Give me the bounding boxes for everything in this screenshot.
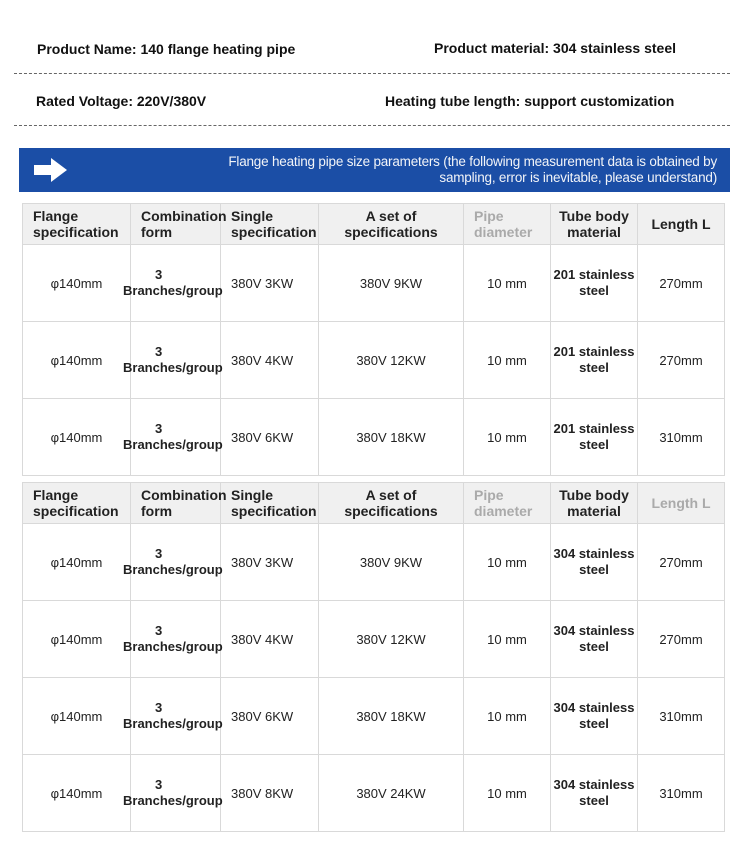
set-spec-value: 380V 12KW (319, 601, 464, 678)
length-value: 270mm (638, 524, 725, 601)
combination-unit: Branches/group (123, 793, 223, 808)
table-row (23, 601, 725, 678)
table-row (23, 399, 725, 476)
length-value: 270mm (638, 245, 725, 322)
spec-table-201 (22, 203, 725, 476)
combination-unit: Branches/group (123, 360, 223, 375)
divider (14, 125, 730, 126)
combination-unit: Branches/group (123, 716, 223, 731)
length-value: 270mm (638, 601, 725, 678)
header-line: Tube body (559, 208, 629, 224)
header-tube-material (551, 483, 638, 524)
combination-count: 3 (155, 546, 163, 561)
pipe-diameter-value: 10 mm (464, 601, 551, 678)
header-line: material (567, 224, 621, 240)
header-pipe-diameter (464, 204, 551, 245)
header-line: form (141, 503, 173, 519)
header-line: diameter (474, 224, 533, 240)
header-combination-form (131, 483, 227, 524)
single-spec-value: 380V 8KW (221, 755, 319, 832)
divider (14, 73, 730, 74)
header-set-spec (319, 483, 464, 524)
combination-value (123, 399, 223, 476)
header-combination-form (131, 204, 227, 245)
rated-voltage: Rated Voltage: 220V/380V (36, 93, 207, 109)
banner-line-2: sampling, error is inevitable, please understand) (439, 170, 717, 185)
tube-material-value: 304 stainless steel (551, 524, 638, 601)
table-row (23, 245, 725, 322)
pipe-diameter-value: 10 mm (464, 399, 551, 476)
header-line: specification (33, 224, 119, 240)
product-name: Product Name: 140 flange heating pipe (37, 41, 296, 57)
header-line: Pipe (474, 487, 504, 503)
combination-count: 3 (155, 267, 163, 282)
header-row (23, 483, 725, 524)
header-line: Combination (141, 208, 227, 224)
header-flange-spec (23, 483, 131, 524)
length-value: 310mm (638, 678, 725, 755)
header-length: Length L (638, 483, 725, 524)
header-line: material (567, 503, 621, 519)
combination-value (123, 524, 223, 601)
header-line: A set of (365, 487, 417, 503)
size-parameters-banner (19, 148, 730, 192)
combination-value (123, 245, 223, 322)
single-spec-value: 380V 4KW (221, 601, 319, 678)
header-single-spec (221, 483, 319, 524)
header-line: specifications (344, 503, 438, 519)
header-line: Pipe (474, 208, 504, 224)
set-spec-value: 380V 9KW (319, 245, 464, 322)
tube-length: Heating tube length: support customization (385, 93, 675, 109)
pipe-diameter-value: 10 mm (464, 322, 551, 399)
header-line: specifications (344, 224, 438, 240)
table-row (23, 524, 725, 601)
header-tube-material (551, 204, 638, 245)
header-line: Flange (33, 487, 79, 503)
flange-value: φ140mm (23, 245, 131, 322)
header-line: Combination (141, 487, 227, 503)
combination-count: 3 (155, 344, 163, 359)
length-value: 270mm (638, 322, 725, 399)
single-spec-value: 380V 6KW (221, 678, 319, 755)
tube-material-value: 201 stainless steel (551, 322, 638, 399)
pipe-diameter-value: 10 mm (464, 755, 551, 832)
tube-material-value: 304 stainless steel (551, 755, 638, 832)
combination-unit: Branches/group (123, 562, 223, 577)
combination-value (123, 322, 223, 399)
single-spec-value: 380V 4KW (221, 322, 319, 399)
set-spec-value: 380V 9KW (319, 524, 464, 601)
header-line: Flange (33, 208, 79, 224)
set-spec-value: 380V 18KW (319, 678, 464, 755)
header-set-spec (319, 204, 464, 245)
header-line: specification (231, 224, 317, 240)
combination-count: 3 (155, 623, 163, 638)
tube-material-value: 201 stainless steel (551, 399, 638, 476)
header-line: Tube body (559, 487, 629, 503)
set-spec-value: 380V 24KW (319, 755, 464, 832)
tube-material-value: 304 stainless steel (551, 678, 638, 755)
single-spec-value: 380V 6KW (221, 399, 319, 476)
header-single-spec (221, 204, 319, 245)
table-row (23, 322, 725, 399)
header-line: Single (231, 487, 274, 503)
combination-count: 3 (155, 777, 163, 792)
combination-value (123, 601, 223, 678)
flange-value: φ140mm (23, 399, 131, 476)
header-pipe-diameter (464, 483, 551, 524)
combination-unit: Branches/group (123, 639, 223, 654)
pipe-diameter-value: 10 mm (464, 678, 551, 755)
tube-material-value: 304 stainless steel (551, 601, 638, 678)
header-line: specification (231, 503, 317, 519)
single-spec-value: 380V 3KW (221, 245, 319, 322)
tube-material-value: 201 stainless steel (551, 245, 638, 322)
flange-value: φ140mm (23, 322, 131, 399)
banner-text (85, 154, 717, 186)
spec-table-304 (22, 482, 725, 832)
set-spec-value: 380V 18KW (319, 399, 464, 476)
arrow-right-icon (31, 156, 71, 184)
table-row (23, 678, 725, 755)
header-flange-spec (23, 204, 131, 245)
combination-unit: Branches/group (123, 283, 223, 298)
flange-value: φ140mm (23, 601, 131, 678)
length-value: 310mm (638, 755, 725, 832)
table-row (23, 755, 725, 832)
header-line: Single (231, 208, 274, 224)
header-length: Length L (638, 204, 725, 245)
combination-count: 3 (155, 700, 163, 715)
flange-value: φ140mm (23, 678, 131, 755)
combination-unit: Branches/group (123, 437, 223, 452)
combination-count: 3 (155, 421, 163, 436)
single-spec-value: 380V 3KW (221, 524, 319, 601)
pipe-diameter-value: 10 mm (464, 245, 551, 322)
header-line: diameter (474, 503, 533, 519)
header-line: form (141, 224, 173, 240)
combination-value (123, 678, 223, 755)
pipe-diameter-value: 10 mm (464, 524, 551, 601)
combination-value (123, 755, 223, 832)
header-row (23, 204, 725, 245)
flange-value: φ140mm (23, 524, 131, 601)
set-spec-value: 380V 12KW (319, 322, 464, 399)
header-line: A set of (365, 208, 417, 224)
product-material: Product material: 304 stainless steel (434, 40, 676, 56)
length-value: 310mm (638, 399, 725, 476)
flange-value: φ140mm (23, 755, 131, 832)
header-line: specification (33, 503, 119, 519)
banner-line-1: Flange heating pipe size parameters (the following measurement data is obtained by (228, 154, 717, 169)
